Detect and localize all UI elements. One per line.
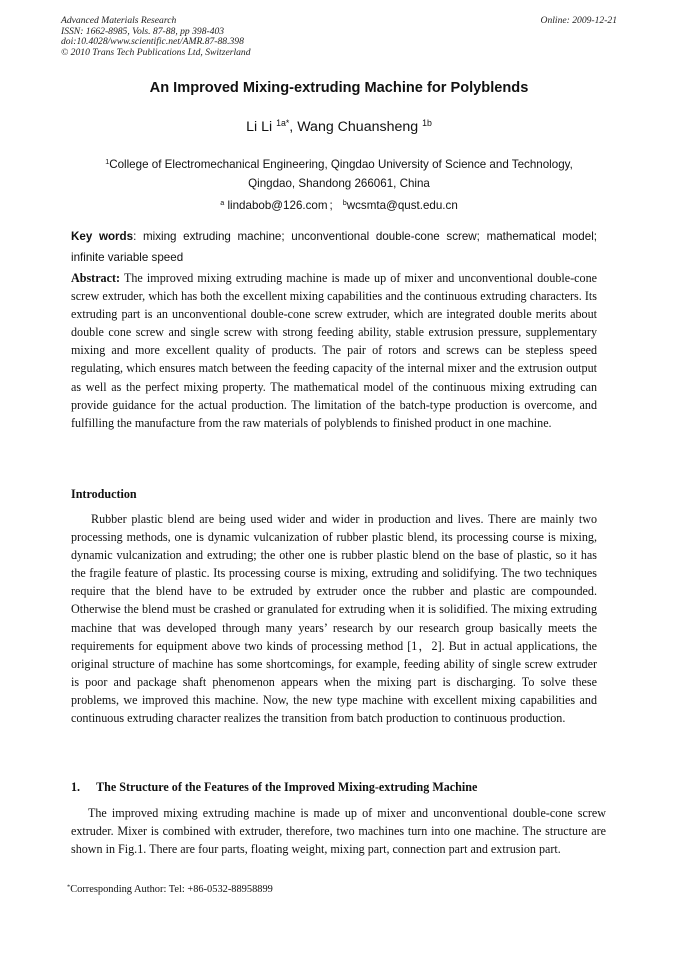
author-superscript: 1a*: [276, 118, 290, 129]
author-superscript: 1b: [422, 118, 432, 129]
keywords-label: Key words: [71, 230, 134, 243]
email-link[interactable]: wcsmta@qust.edu.cn: [346, 199, 458, 212]
footnote: [67, 884, 273, 895]
abstract-paragraph: [71, 269, 597, 432]
issn-line: ISSN: 1662-8985, Vols. 87-88, pp 398-403: [61, 25, 225, 37]
section-heading-1: [71, 780, 477, 795]
email-line: [61, 199, 617, 212]
email-link[interactable]: lindabob@126.com: [227, 199, 328, 212]
running-header: [61, 16, 617, 58]
section-title: The Structure of the Features of the Improved Mixing-extruding Machine: [96, 780, 478, 794]
email-separator: ;: [329, 199, 333, 212]
affiliation-superscript: 1: [105, 157, 110, 167]
paper-title: An Improved Mixing-extruding Machine for Polyblends: [149, 80, 529, 96]
author-separator: ,: [289, 119, 298, 135]
abstract-label: Abstract:: [71, 271, 121, 285]
affiliation-line: College of Electromechanical Engineering, Qingdao University of Science and Technology,: [109, 158, 573, 171]
affiliation: [71, 155, 607, 193]
footnote-text: Corresponding Author: Tel: +86-0532-88958899: [70, 884, 273, 895]
author-name: Wang Chuansheng: [297, 119, 419, 135]
author-name: Li Li: [246, 119, 273, 135]
email-superscript: b: [342, 198, 347, 208]
email-superscript: a: [220, 198, 225, 208]
keywords-paragraph: [71, 226, 597, 268]
section-heading-introduction: Introduction: [71, 487, 137, 501]
section-number: 1.: [71, 780, 81, 794]
introduction-paragraph: Rubber plastic blend are being used wider and wider in production and lives. There are mainly two processing methods, one is dynamic vulcanization of rubber plastic blend, its processing course is mixing, dynamic vulcanization and extruding; the other one is rubber plastic blend on the base of plastic, so it has the fragile feature of plastic. Its processing course is mixing, extruding and solidifying. The two techniques require that the blend have to be extruded by extruder once the rubber and plastic are compounded. Otherwise the blend must be crashed or granulated for extruding when it is solidified. The mixing extruding machine that was developed through many years’ research by our research group basically meets the requirements for equipment above two kinds of processing method [1，2]. But in actual applications, the original structure of machine has some shortcomings, for example, feeding ability of single screw extruder is poor and package shaft phenomenon appears when the mixing part is discharging. To solve these problems, we improved this machine. Now, the new type machine with excellent mixing capabilities and continuous extruding character realizes the transition from batch production to continuous production.: [71, 512, 597, 726]
keywords-text: : mixing extruding machine; unconventional double-cone screw; mathematical model; infinite variable speed: [71, 230, 597, 264]
author-list: [61, 119, 617, 135]
abstract-text: The improved mixing extruding machine is made up of mixer and unconventional double-cone screw extruder, which has both the excellent mixing capabilities and the continuous extruding characters. Its extruding part is an unconventional double-cone screw extruder, which are integrated double merits about double cone screw and single screw with strong feeding ability, stable extrusion pressure, supplementary mixing and more excellent quality of products. The pair of rotors and screws can be stepless speed regulating, which ensures match between the feeding capacity of the internal mixer and the extrusion output as well as the perfect mixing property. The mathematical model of the continuous mixing extruding can provide guidance for the actual production. The limitation of the batch-type production is overcome, and fulfilling the manufacture from the raw materials of polyblends to finished product in one machine.: [71, 271, 597, 430]
affiliation-line: Qingdao, Shandong 266061, China: [248, 177, 430, 190]
footnote-marker: *: [67, 883, 71, 891]
online-date: Online: 2009-12-21: [540, 15, 617, 26]
copyright-line: © 2010 Trans Tech Publications Ltd, Switzerland: [61, 46, 251, 58]
journal-name: Advanced Materials Research: [61, 15, 177, 26]
section-1-paragraph: The improved mixing extruding machine is made up of mixer and unconventional double-cone screw extruder. Mixer is combined with extruder, therefore, two machines turn into one machine. The structure are shown in Fig.1. There are four parts, floating weight, mixing part, connection part and extrusion part.: [71, 806, 606, 857]
doi-line: doi:10.4028/www.scientific.net/AMR.87-88.398: [61, 36, 244, 48]
